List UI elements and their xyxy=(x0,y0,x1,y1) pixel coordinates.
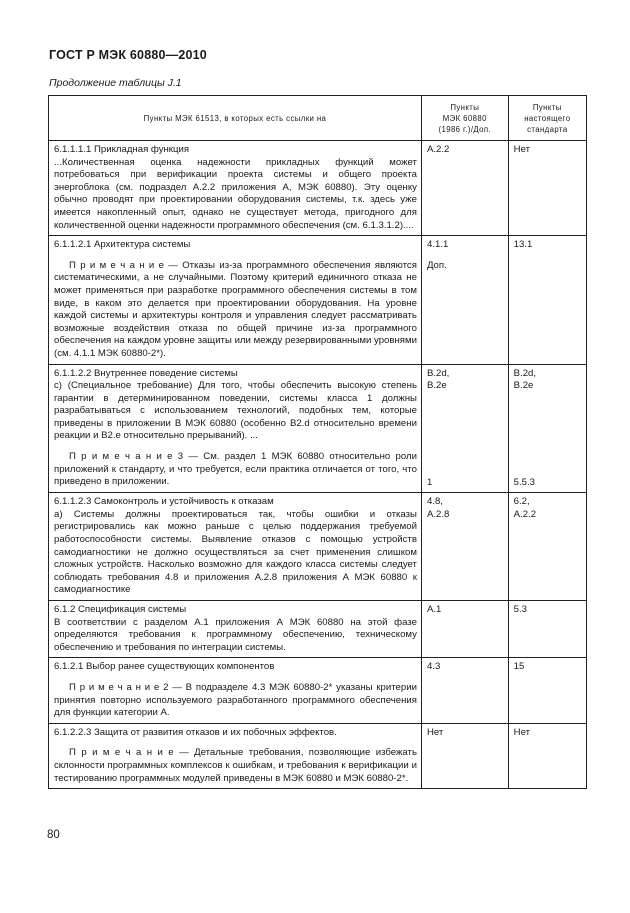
note-text: — Детальные требования, позволяющие избежать склонности программных комплексов к ошибкам, и требования к верификации и тестированию программных модулей приведены в МЭК 60880 и МЭК 60880-2*. xyxy=(54,747,417,784)
note-text: — В подразделе 4.3 МЭК 60880-2* указаны критерии принятия повторно используемого разработанного программного обеспечения для функции категории А. xyxy=(54,682,417,719)
row-note xyxy=(54,451,417,489)
iec60880-value: Нет xyxy=(426,726,444,738)
row-title: 6.1.1.2.2 Внутреннее поведение системы xyxy=(54,367,238,379)
iec60880-value: 4.1.1 xyxy=(426,239,449,251)
row-text-cell xyxy=(49,141,422,236)
table-row xyxy=(49,493,587,601)
standard-value: 6.2, А.2.2 xyxy=(513,496,537,520)
row-text-cell xyxy=(49,236,422,364)
note-label: П р и м е ч а н и е xyxy=(69,747,174,759)
standard-value: В.2d, В.2е xyxy=(513,367,537,392)
standard-cell xyxy=(508,601,586,658)
note-label: П р и м е ч а н и е 3 xyxy=(69,451,184,463)
row-note xyxy=(54,682,417,720)
iec60880-value: 4.8, А.2.8 xyxy=(426,496,450,520)
row-note xyxy=(54,747,417,785)
note-label: П р и м е ч а н и е 2 xyxy=(69,682,169,693)
row-title: 6.1.1.2.1 Архитектура системы xyxy=(54,239,191,251)
table-continuation-caption: Продолжение таблицы J.1 xyxy=(49,77,182,89)
standard-value: 13.1 xyxy=(513,239,533,251)
table-header-row xyxy=(49,96,587,141)
document-title: ГОСТ Р МЭК 60880—2010 xyxy=(49,48,207,62)
table-row xyxy=(49,601,587,658)
iec60880-cell xyxy=(421,723,508,788)
row-body: В соответствии с разделом А.1 приложения А МЭК 60880 на этой фазе определяются требования к программному обеспечению, техническому обеспечению и требования по интеграции системы. xyxy=(54,616,417,653)
iec60880-cell xyxy=(421,236,508,364)
table-row xyxy=(49,658,587,723)
row-note xyxy=(54,260,417,361)
row-text-cell xyxy=(49,658,422,723)
row-title: 6.1.2 Спецификация системы xyxy=(54,604,187,616)
iec60880-cell xyxy=(421,364,508,493)
iec60880-value: А.1 xyxy=(426,604,442,616)
iec60880-cell xyxy=(421,601,508,658)
iec60880-value: А.2.2 xyxy=(426,144,450,155)
note-text: — Отказы из-за программного обеспечения являются систематическими, а не случайными. Поэтому критерий единичного отказа не может применяться при разработке программного обеспечения системы в том виде, в каком это делается при проектировании оборудования. На уровне каждой системы и архитектуры контроля и управления следует рассматривать возможные воздействия отказа по общей причине из-за программного обеспечения на каждом уровне защиты или между резервированными уровнями (см. 4.1.1 МЭК 60880-2*). xyxy=(54,259,417,359)
iec60880-cell xyxy=(421,493,508,601)
note-label: П р и м е ч а н и е xyxy=(69,259,164,271)
row-text-cell xyxy=(49,723,422,788)
table-row xyxy=(49,723,587,788)
row-text-cell xyxy=(49,601,422,658)
standard-cell xyxy=(508,493,586,601)
iec60880-extra: Доп. xyxy=(426,259,447,271)
standard-value: Нет xyxy=(513,726,530,738)
note-text: — См. раздел 1 МЭК 60880 относительно роли приложений к стандарту, и что требуется, если практика отличается от того, что приведено в приложении. xyxy=(54,451,417,488)
standard-value: Нет xyxy=(513,144,530,155)
column-header-standard: Пункты настоящего стандарта xyxy=(508,96,586,141)
standard-cell xyxy=(508,658,586,723)
table-row xyxy=(49,364,587,493)
column-header-iec60880: Пункты МЭК 60880 (1986 г.)/Доп. xyxy=(421,96,508,141)
iec60880-extra: 1 xyxy=(426,476,433,488)
table-row xyxy=(49,141,587,236)
row-title: 6.1.1.2.3 Самоконтроль и устойчивость к отказам xyxy=(54,496,274,508)
row-body: ...Количественная оценка надежности прикладных функций может потребоваться при верификации проекта системы и общего проекта энергоблока (см. подраздел А.2.2 приложения А, МЭК 60880). Эту оценку обычно проводят при проектировании оборудования системы, т.к. здесь уже имеется накопленный опыт, однако не существует метода, пригодного для количественной оценки надежности программного обеспечения (см. 6.1.3.1.2).... xyxy=(54,156,417,231)
standard-value: 5.3 xyxy=(513,604,527,616)
standard-extra: 5.5.3 xyxy=(513,476,535,488)
column-header-iec61513: Пункты МЭК 61513, в которых есть ссылки на xyxy=(49,96,422,141)
standard-cell xyxy=(508,364,586,493)
table-row xyxy=(49,236,587,364)
row-body: c) (Специальное требование) Для того, чтобы обеспечить высокую степень гарантии в детерминированном поведении, системы класса 1 должны разрабатываться с использованием технологий, подобных тем, которые приведены в приложении В МЭК 60880 (особенно В2.d относительно времени реакции и В2.е относительно прерываний). ... xyxy=(54,380,417,442)
row-title: 6.1.2.1 Выбор ранее существующих компонентов xyxy=(54,661,275,673)
standard-cell xyxy=(508,141,586,236)
standard-cell xyxy=(508,723,586,788)
row-body: а) Системы должны проектироваться так, чтобы ошибки и отказы регистрировались как можно раньше с целью поддержания требуемой работоспособности системы. Выявление отказов с помощью устройств самодиагностики не должно осуществляться за счет применения слишком сложных устройств. Насколько возможно для каждого класса системы следует соблюдать требования 4.8 и приложения А.2.8 приложения А МЭК 60880 к самодиагностике xyxy=(54,508,417,596)
row-text-cell xyxy=(49,364,422,493)
iec60880-value: В.2d, В.2е xyxy=(426,367,450,392)
page-number: 80 xyxy=(47,829,60,841)
standard-cell xyxy=(508,236,586,364)
row-title: 6.1.2.2.3 Защита от развития отказов и их побочных эффектов. xyxy=(54,726,337,738)
row-text-cell xyxy=(49,493,422,601)
standard-value: 15 xyxy=(513,661,525,673)
iec60880-cell xyxy=(421,658,508,723)
iec60880-value: 4.3 xyxy=(426,661,441,673)
iec60880-cell xyxy=(421,141,508,236)
row-title: 6.1.1.1.1 Прикладная функция xyxy=(54,144,190,155)
correspondence-table xyxy=(48,95,587,789)
